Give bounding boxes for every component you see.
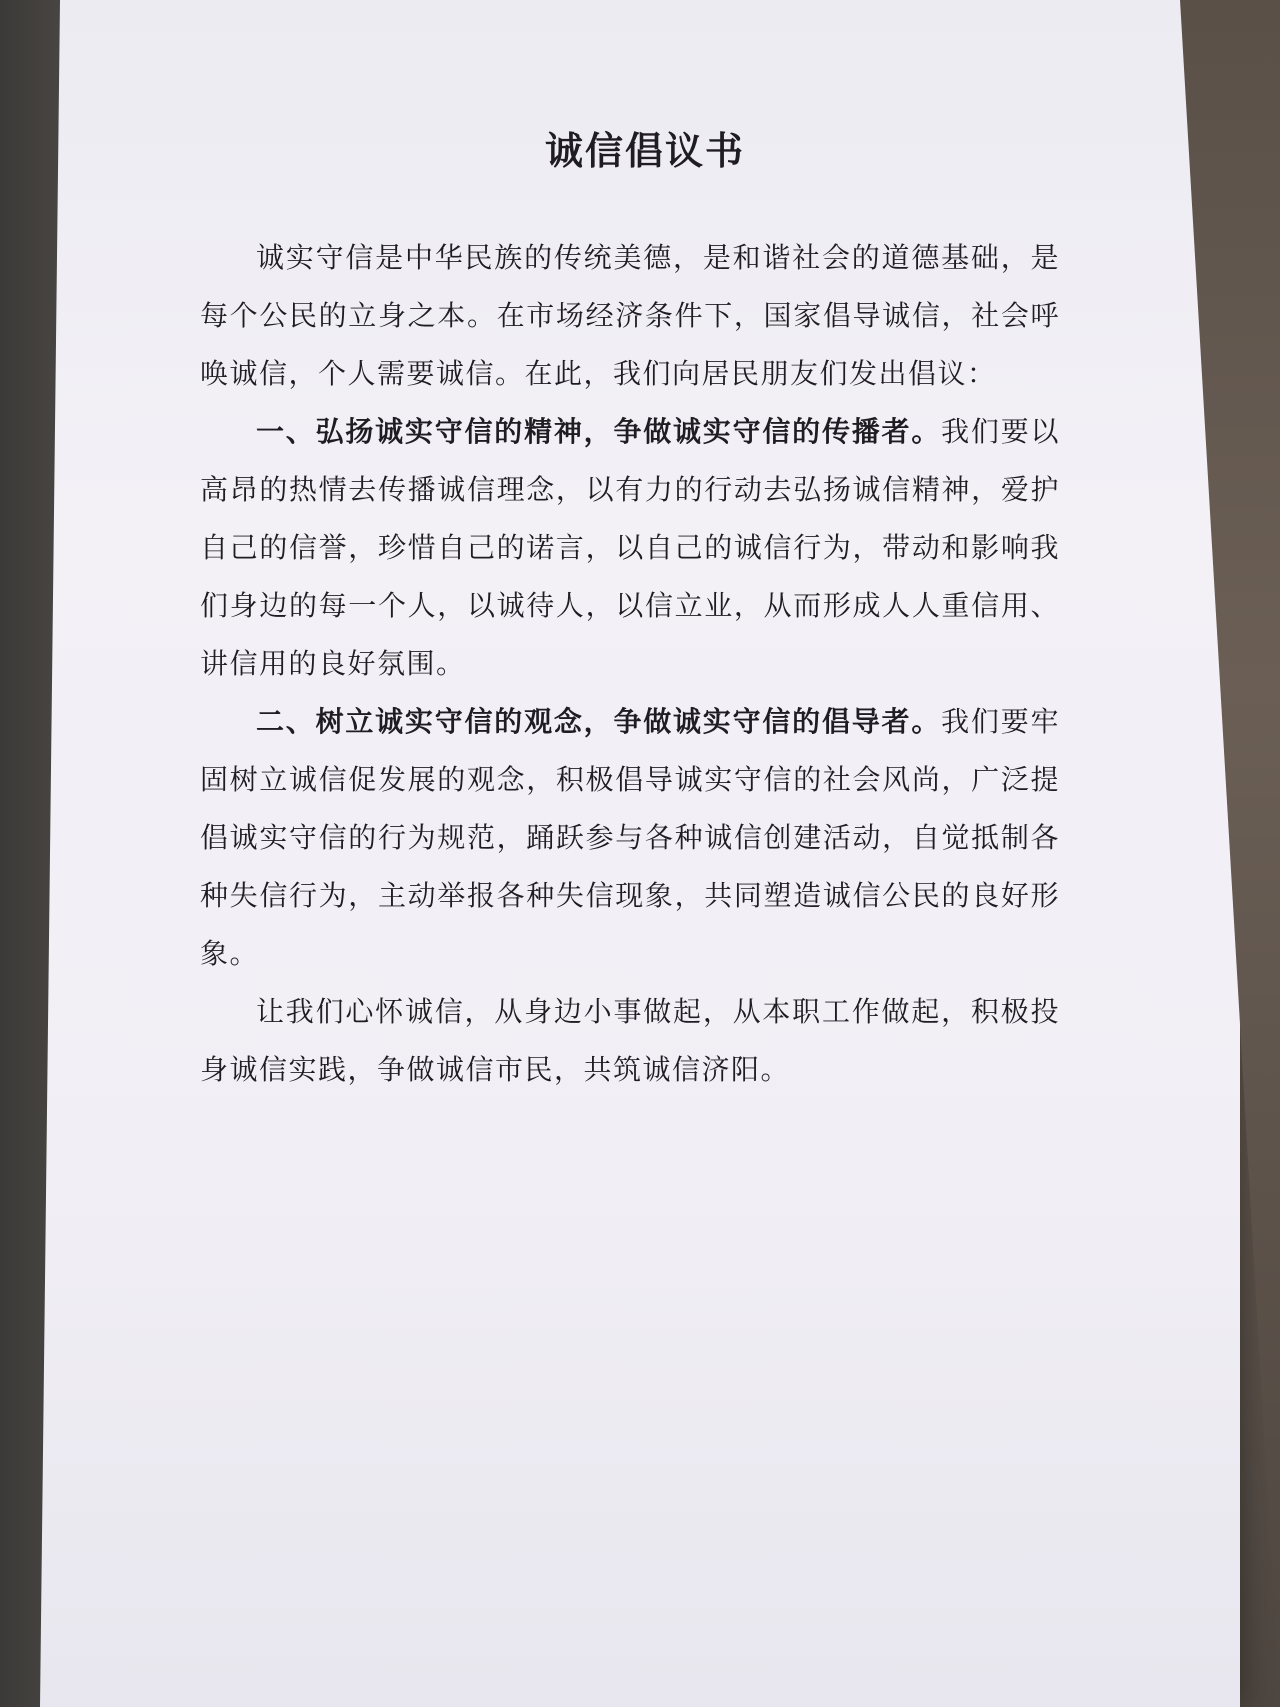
point-one-heading: 一、弘扬诚实守信的精神，争做诚实守信的传播者。 xyxy=(256,415,942,448)
document-body xyxy=(200,100,1060,1099)
point-two-heading: 二、树立诚实守信的观念，争做诚实守信的倡导者。 xyxy=(256,705,942,738)
point-one-paragraph xyxy=(200,403,1060,693)
point-two-body: 我们要牢固树立诚信促发展的观念，积极倡导诚实守信的社会风尚，广泛提倡诚实守信的行为规范，踊跃参与各种诚信创建活动，自觉抵制各种失信行为，主动举报各种失信现象，共同塑造诚信公民的良好形象。 xyxy=(200,705,1060,970)
closing-paragraph: 让我们心怀诚信，从身边小事做起，从本职工作做起，积极投身诚信实践，争做诚信市民，共筑诚信济阳。 xyxy=(200,995,1060,1086)
intro-paragraph: 诚实守信是中华民族的传统美德，是和谐社会的道德基础，是每个公民的立身之本。在市场经济条件下，国家倡导诚信，社会呼唤诚信，个人需要诚信。在此，我们向居民朋友们发出倡议： xyxy=(200,241,1060,390)
point-two-paragraph xyxy=(200,693,1060,983)
point-one-body: 我们要以高昂的热情去传播诚信理念，以有力的行动去弘扬诚信精神，爱护自己的信誉，珍惜自己的诺言，以自己的诚信行为，带动和影响我们身边的每一个人，以诚待人，以信立业，从而形成人人重信用、讲信用的良好氛围。 xyxy=(200,415,1060,680)
document-title: 诚信倡议书 xyxy=(544,128,745,173)
